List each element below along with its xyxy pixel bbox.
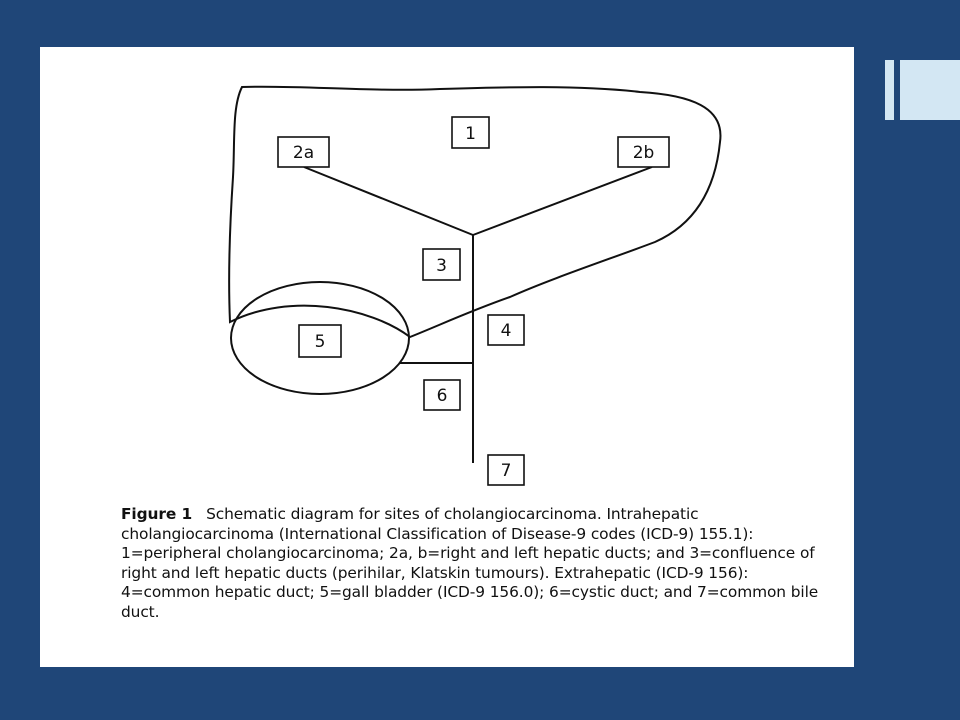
label-5: 5	[314, 332, 326, 352]
label-1: 1	[465, 124, 476, 144]
label-box-2a	[278, 137, 329, 167]
decorative-bar	[885, 60, 894, 120]
label-box-5	[299, 325, 341, 357]
label-box-6	[424, 380, 460, 410]
figure-label: Figure 1	[121, 505, 193, 523]
label-6: 6	[436, 386, 448, 406]
label-7: 7	[500, 461, 512, 481]
right-hepatic-duct-line	[304, 167, 473, 235]
decorative-square	[900, 60, 960, 120]
label-4: 4	[500, 321, 512, 341]
label-box-3	[423, 249, 460, 280]
label-box-2b	[618, 137, 669, 167]
label-3: 3	[436, 256, 447, 276]
caption-text: Schematic diagram for sites of cholangiocarcinoma. Intrahepatic cholangiocarcinoma (International Classification of Disease-9 codes (ICD-9) 155.1): 1=peripheral cholangiocarcinoma; 2a, b=right and left hepatic ducts; and 3=confluence of right and left hepatic ducts (perihilar, Klatskin tumours). Extrahepatic (ICD-9 156): 4=common hepatic duct; 5=gall bladder (ICD-9 156.0); 6=cystic duct; and 7=common bile duct.	[121, 505, 819, 621]
figure-panel	[40, 47, 854, 667]
left-hepatic-duct-line	[473, 167, 652, 235]
label-2b: 2b	[632, 143, 655, 163]
label-2a: 2a	[292, 143, 315, 163]
label-box-7	[488, 455, 524, 485]
label-box-1	[452, 117, 489, 148]
label-box-4	[488, 315, 524, 345]
figure-caption	[121, 505, 841, 623]
